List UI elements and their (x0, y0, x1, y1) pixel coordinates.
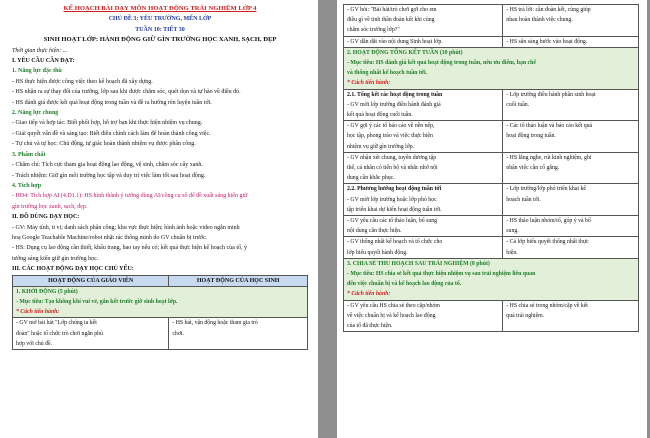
left-page (0, 0, 318, 438)
col-header-student: HOẠT ĐỘNG CỦA HỌC SINH (169, 275, 308, 286)
teacher-cell: - GV dẫn dắt vào nội dung Sinh hoạt lớp. (344, 36, 503, 47)
table-row (344, 36, 639, 47)
activity-heading: 2. HOẠT ĐỘNG TỔNG KẾT TUẦN (10 phút) (347, 49, 463, 56)
time-line: Thời gian thực hiện: ... (12, 47, 68, 54)
procedure-label: * Cách tiến hành: (347, 80, 391, 87)
procedure-label: * Cách tiến hành: (16, 309, 60, 316)
teacher-cell: - GV thống nhất kế hoạch và tổ chức cho lớp biểu quyết hành động. (344, 237, 503, 258)
subsection-1-3: 3. Phẩm chất (12, 151, 46, 158)
table-row (344, 184, 639, 216)
table-row (344, 5, 639, 37)
student-cell: - HS trả lời: cần đoàn kết, cùng giúp nhau hoàn thành việc chung. (503, 5, 639, 37)
student-cell: - HS lắng nghe, rút kinh nghiệm, ghi nhận việc cần cố gắng. (503, 152, 639, 184)
student-cell: - HS chia sẻ trong nhóm/cặp về kết quả trải nghiệm. (503, 300, 639, 332)
table-row (344, 47, 639, 89)
right-page (337, 0, 647, 438)
para: tưởng sáng kiến giữ gìn trường học. (12, 255, 99, 262)
activity-goal: và thống nhất kế hoạch tuần tới. (347, 70, 428, 77)
table-row (344, 258, 639, 300)
teacher-cell: - GV mở bài hát "Lớp chúng ta kết đoàn" hoặc tổ chức trò chơi ngắn phù hợp với chủ đề. (13, 318, 169, 350)
doc-title: KẾ HOẠCH BÀI DẠY MÔN HOẠT ĐỘNG TRẢI NGHIỆM LỚP 4 (63, 5, 257, 12)
student-cell: - HS thảo luận nhóm/tổ, góp ý và bổ sung. (503, 216, 639, 237)
para: - Giải quyết vấn đề và sáng tạo: Biết điều chỉnh cách làm để hoàn thành công việc. (12, 130, 211, 137)
activity-heading: 1. KHỞI ĐỘNG (5 phút) (16, 288, 78, 295)
topic-heading: CHỦ ĐỀ 3: YÊU TRƯỜNG, MẾN LỚP (108, 16, 212, 23)
para: - Giao tiếp và hợp tác: Biết phối hợp, hỗ trợ bạn khi thực hiện nhiệm vụ chung. (12, 120, 203, 127)
para: - GV: Máy tính, ti vi; danh sách phân công; khu vực thực hiện; hình ảnh hoặc video ngắn minh (12, 224, 240, 231)
table-row (344, 237, 639, 258)
table-row (13, 286, 308, 318)
para: - Chăm chỉ: Tích cực tham gia hoạt động lao động, vệ sinh, chăm sóc cây xanh. (12, 162, 203, 169)
section-3-heading: III. CÁC HOẠT ĐỘNG DẠY HỌC CHỦ YẾU: (12, 266, 134, 273)
lesson-title: SINH HOẠT LỚP: HÀNH ĐỘNG GIỮ GÌN TRƯỜNG HỌC XANH, SẠCH, ĐẸP (43, 36, 277, 44)
activity-heading: 3. CHIA SẺ THU HOẠCH SAU TRẢI NGHIỆM (8 phút) (347, 260, 490, 267)
subsection-1-2: 2. Năng lực chung (12, 110, 59, 117)
table-row (344, 152, 639, 184)
activities-table-continued (343, 4, 639, 332)
para: - HS thực hiện được công việc theo kế hoạch đã xây dựng. (12, 78, 153, 85)
para: - HS nhận ra sự thay đổi của trường, lớp sau khi được chăm sóc, quét dọn và tự hào về điều đó. (12, 89, 241, 96)
student-cell: - Lớp trưởng điều hành phần sinh hoạt cuối tuần. (503, 89, 639, 121)
teacher-cell: - GV nhận xét chung, tuyên dương tập thể, cá nhân có tiến bộ và nhắc nhở nội dung cần khắc phục. (344, 152, 503, 184)
student-cell: - HS hát, vận động hoặc tham gia trò chơi. (169, 318, 308, 350)
para: hoạ Google Teachable Machine/robot nhặt rác thông minh do GV chuẩn bị trước. (12, 234, 208, 241)
week-heading: TUẦN 10: TIẾT 30 (135, 26, 185, 33)
activities-table (12, 275, 308, 350)
teacher-cell: 2.1. Tổng kết các hoạt động trong tuần - GV mời lớp trưởng điều hành đánh giá kết quả hoạt động cuối tuần. (344, 89, 503, 121)
table-row (344, 89, 639, 121)
activity-goal: đến việc chuẩn bị và kế hoạch lao động của tổ. (347, 281, 462, 288)
table-header-row (13, 275, 308, 286)
table-row (344, 121, 639, 153)
activity-goal: - Mục tiêu: HS chia sẻ kết quả thực hiện nhiệm vụ sau trải nghiệm liên quan (347, 271, 536, 278)
subsection-1-4: 4. Tích hợp (12, 182, 42, 189)
table-row (13, 318, 308, 350)
para: - Tự chủ và tự học: Chủ động, tự giác hoàn thành nhiệm vụ được phân công. (12, 141, 196, 148)
para: - HS: Dụng cụ lao động cần thiết, khẩu trang, bao tay nếu có; kết quả thực hiện kế hoạch của tổ, ý (12, 245, 248, 252)
para-integration: gìn trường học xanh, sạch, đẹp. (12, 203, 88, 210)
activity-goal: - Mục tiêu: HS đánh giá kết quả hoạt động trong tuần, nêu ưu điểm, hạn chế (347, 60, 536, 67)
student-cell: - Lớp trưởng/lớp phó triển khai kế hoạch tuần tới. (503, 184, 639, 216)
teacher-cell: - GV gợi ý các tổ báo cáo về nền nếp, học tập, phong trào và việc thực hiện nhiệm vụ giữ gìn trường lớp. (344, 121, 503, 153)
teacher-cell: 2.2. Phương hướng hoạt động tuần tới - GV mời lớp trưởng hoặc lớp phó học tập triển khai dự kiến hoạt động tuần tới. (344, 184, 503, 216)
table-row (344, 216, 639, 237)
table-row (344, 300, 639, 332)
para: - HS đánh giá được kết quả hoạt động trong tuần và đề ra hướng rèn luyện tuần tới. (12, 99, 212, 106)
col-header-teacher: HOẠT ĐỘNG CỦA GIÁO VIÊN (13, 275, 169, 286)
para: - Trách nhiệm: Giữ gìn môi trường học tập và duy trì việc làm tốt sau hoạt động. (12, 172, 206, 179)
student-cell: - Các tổ thảo luận và báo cáo kết quả hoạt động trong tuần. (503, 121, 639, 153)
subsection-1-1: 1. Năng lực đặc thù (12, 68, 62, 75)
procedure-label: * Cách tiến hành: (347, 291, 391, 298)
student-cell: - Cả lớp biểu quyết thống nhất thực hiện. (503, 237, 639, 258)
teacher-cell: - GV yêu cầu HS chia sẻ theo cặp/nhóm về việc chuẩn bị và kế hoạch lao động của tổ đã thực hiện. (344, 300, 503, 332)
teacher-cell: - GV yêu cầu các tổ thảo luận, bổ sung nội dung cần thực hiện. (344, 216, 503, 237)
student-cell: - HS sẵn sàng bước vào hoạt động. (503, 36, 639, 47)
activity-goal: - Mục tiêu: Tạo không khí vui vẻ, gắn kết trước giờ sinh hoạt lớp. (16, 298, 178, 305)
section-1-heading: I. YÊU CẦU CẦN ĐẠT: (12, 58, 75, 65)
section-2-heading: II. ĐỒ DÙNG DẠY HỌC: (12, 214, 80, 221)
para-integration: - HĐ4: Tích hợp AI (4.D1.1): HS hình thành ý tưởng dùng AI/công cụ số để đề xuất sáng kiến giữ (12, 193, 248, 200)
teacher-cell: - GV hỏi: "Bài hát/trò chơi gợi cho em điều gì về tinh thần đoàn kết khi cùng chăm sóc trường lớp?" (344, 5, 503, 37)
